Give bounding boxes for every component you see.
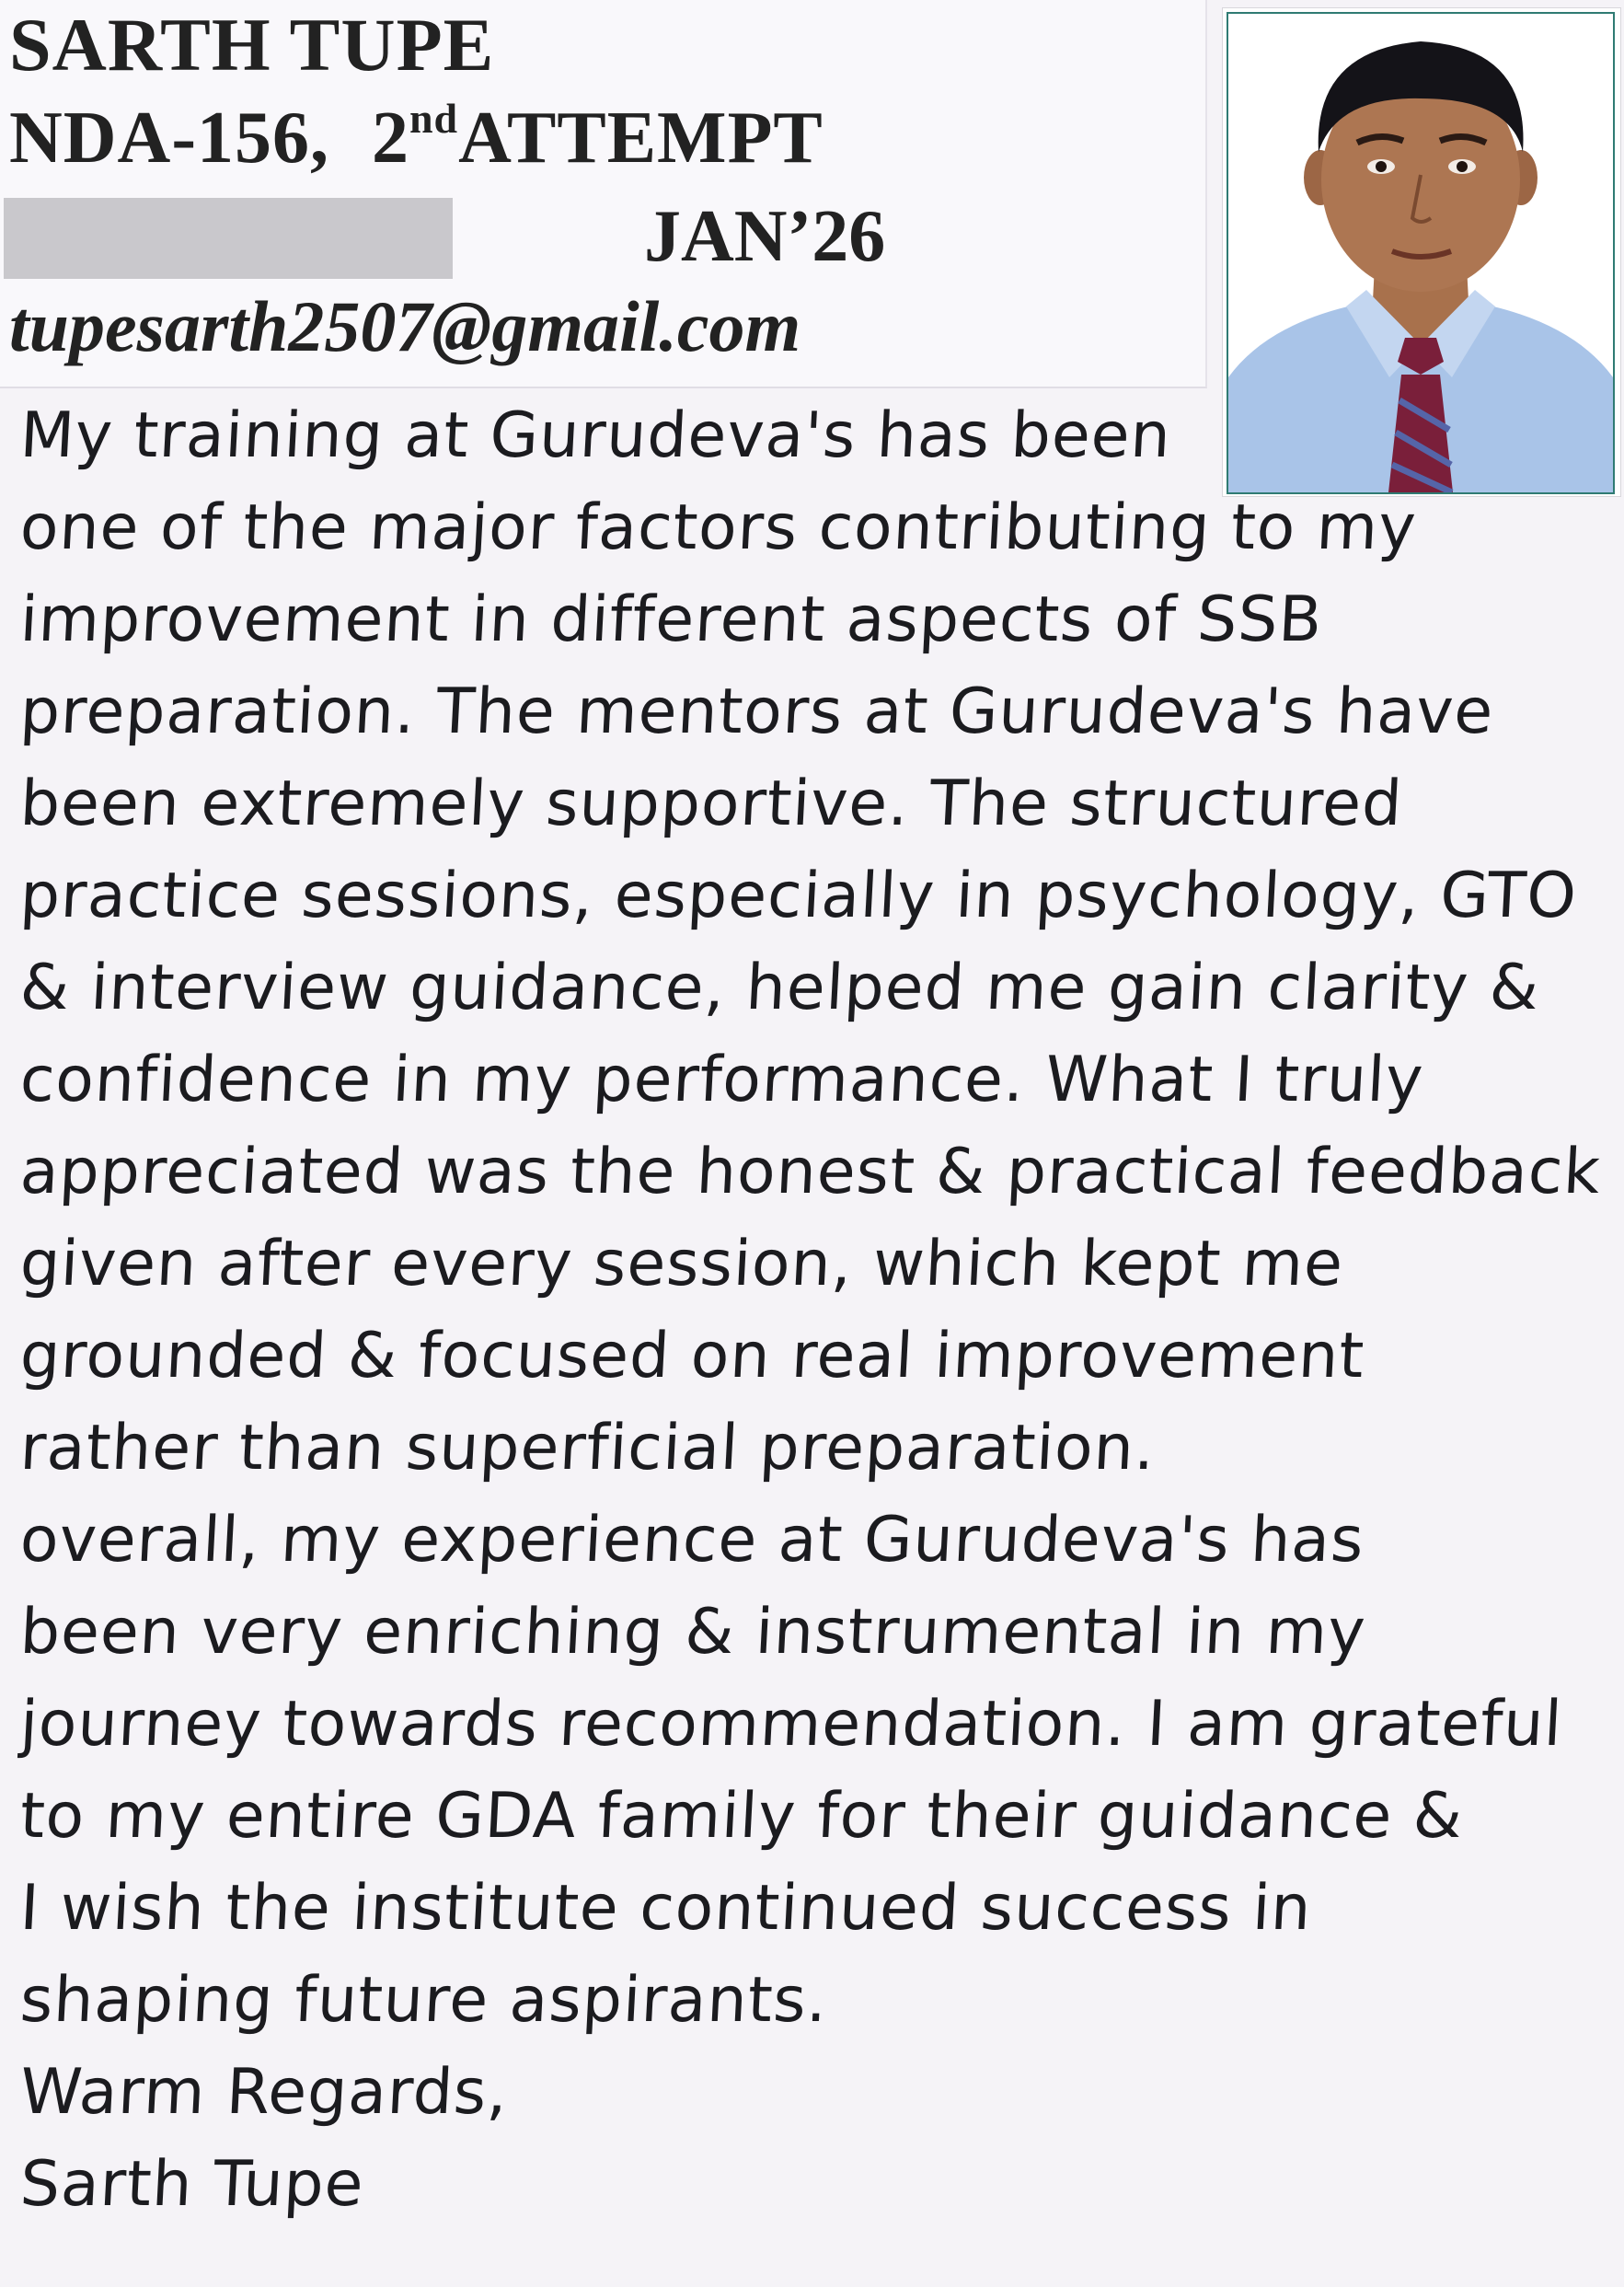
letter-line: overall, my experience at Gurudeva's has — [17, 1504, 1366, 1577]
attempt-ordinal: nd — [409, 95, 459, 142]
letter-line: practice sessions, especially in psychology, GTO — [17, 860, 1579, 932]
signature-name: Sarth Tupe — [17, 2148, 366, 2221]
letter-line: journey towards recommendation. I am grateful — [17, 1688, 1565, 1761]
letter-line: preparation. The mentors at Gurudeva's have — [17, 676, 1496, 748]
letter-line: one of the major factors contributing to my — [17, 491, 1419, 564]
header-card — [0, 0, 1207, 388]
letter-line: I wish the institute continued success in — [17, 1872, 1314, 1945]
student-portrait-icon — [1227, 12, 1615, 494]
batch-attempt — [9, 94, 824, 180]
letter-line: shaping future aspirants. — [17, 1964, 830, 2037]
batch-code: NDA-156, — [9, 98, 329, 179]
attempt-word: ATTEMPT — [458, 98, 824, 179]
letter-line: given after every session, which kept me — [17, 1228, 1346, 1300]
letter-line: & interview guidance, helped me gain clarity & — [17, 952, 1542, 1024]
letter-line: been extremely supportive. The structured — [17, 768, 1405, 840]
letter-line: appreciated was the honest & practical feedback — [17, 1136, 1603, 1208]
letter-line: to my entire GDA family for their guidance & — [17, 1780, 1466, 1853]
email-address: tupesarth2507@gmail.com — [9, 286, 801, 366]
candidate-name: SARTH TUPE — [9, 3, 495, 87]
letter-line: rather than superficial preparation. — [17, 1412, 1158, 1484]
letter-line: confidence in my performance. What I truly — [17, 1044, 1426, 1116]
closing-salutation: Warm Regards, — [17, 2056, 511, 2129]
redacted-field — [4, 198, 453, 279]
letter-line: improvement in different aspects of SSB — [17, 583, 1325, 656]
letter-line: grounded & focused on real improvement — [17, 1320, 1367, 1392]
letter-line: been very enriching & instrumental in my — [17, 1596, 1368, 1669]
letter-line: My training at Gurudeva's has been — [17, 399, 1173, 472]
session-date: JAN’26 — [644, 196, 886, 277]
attempt-number: 2 — [371, 98, 409, 179]
